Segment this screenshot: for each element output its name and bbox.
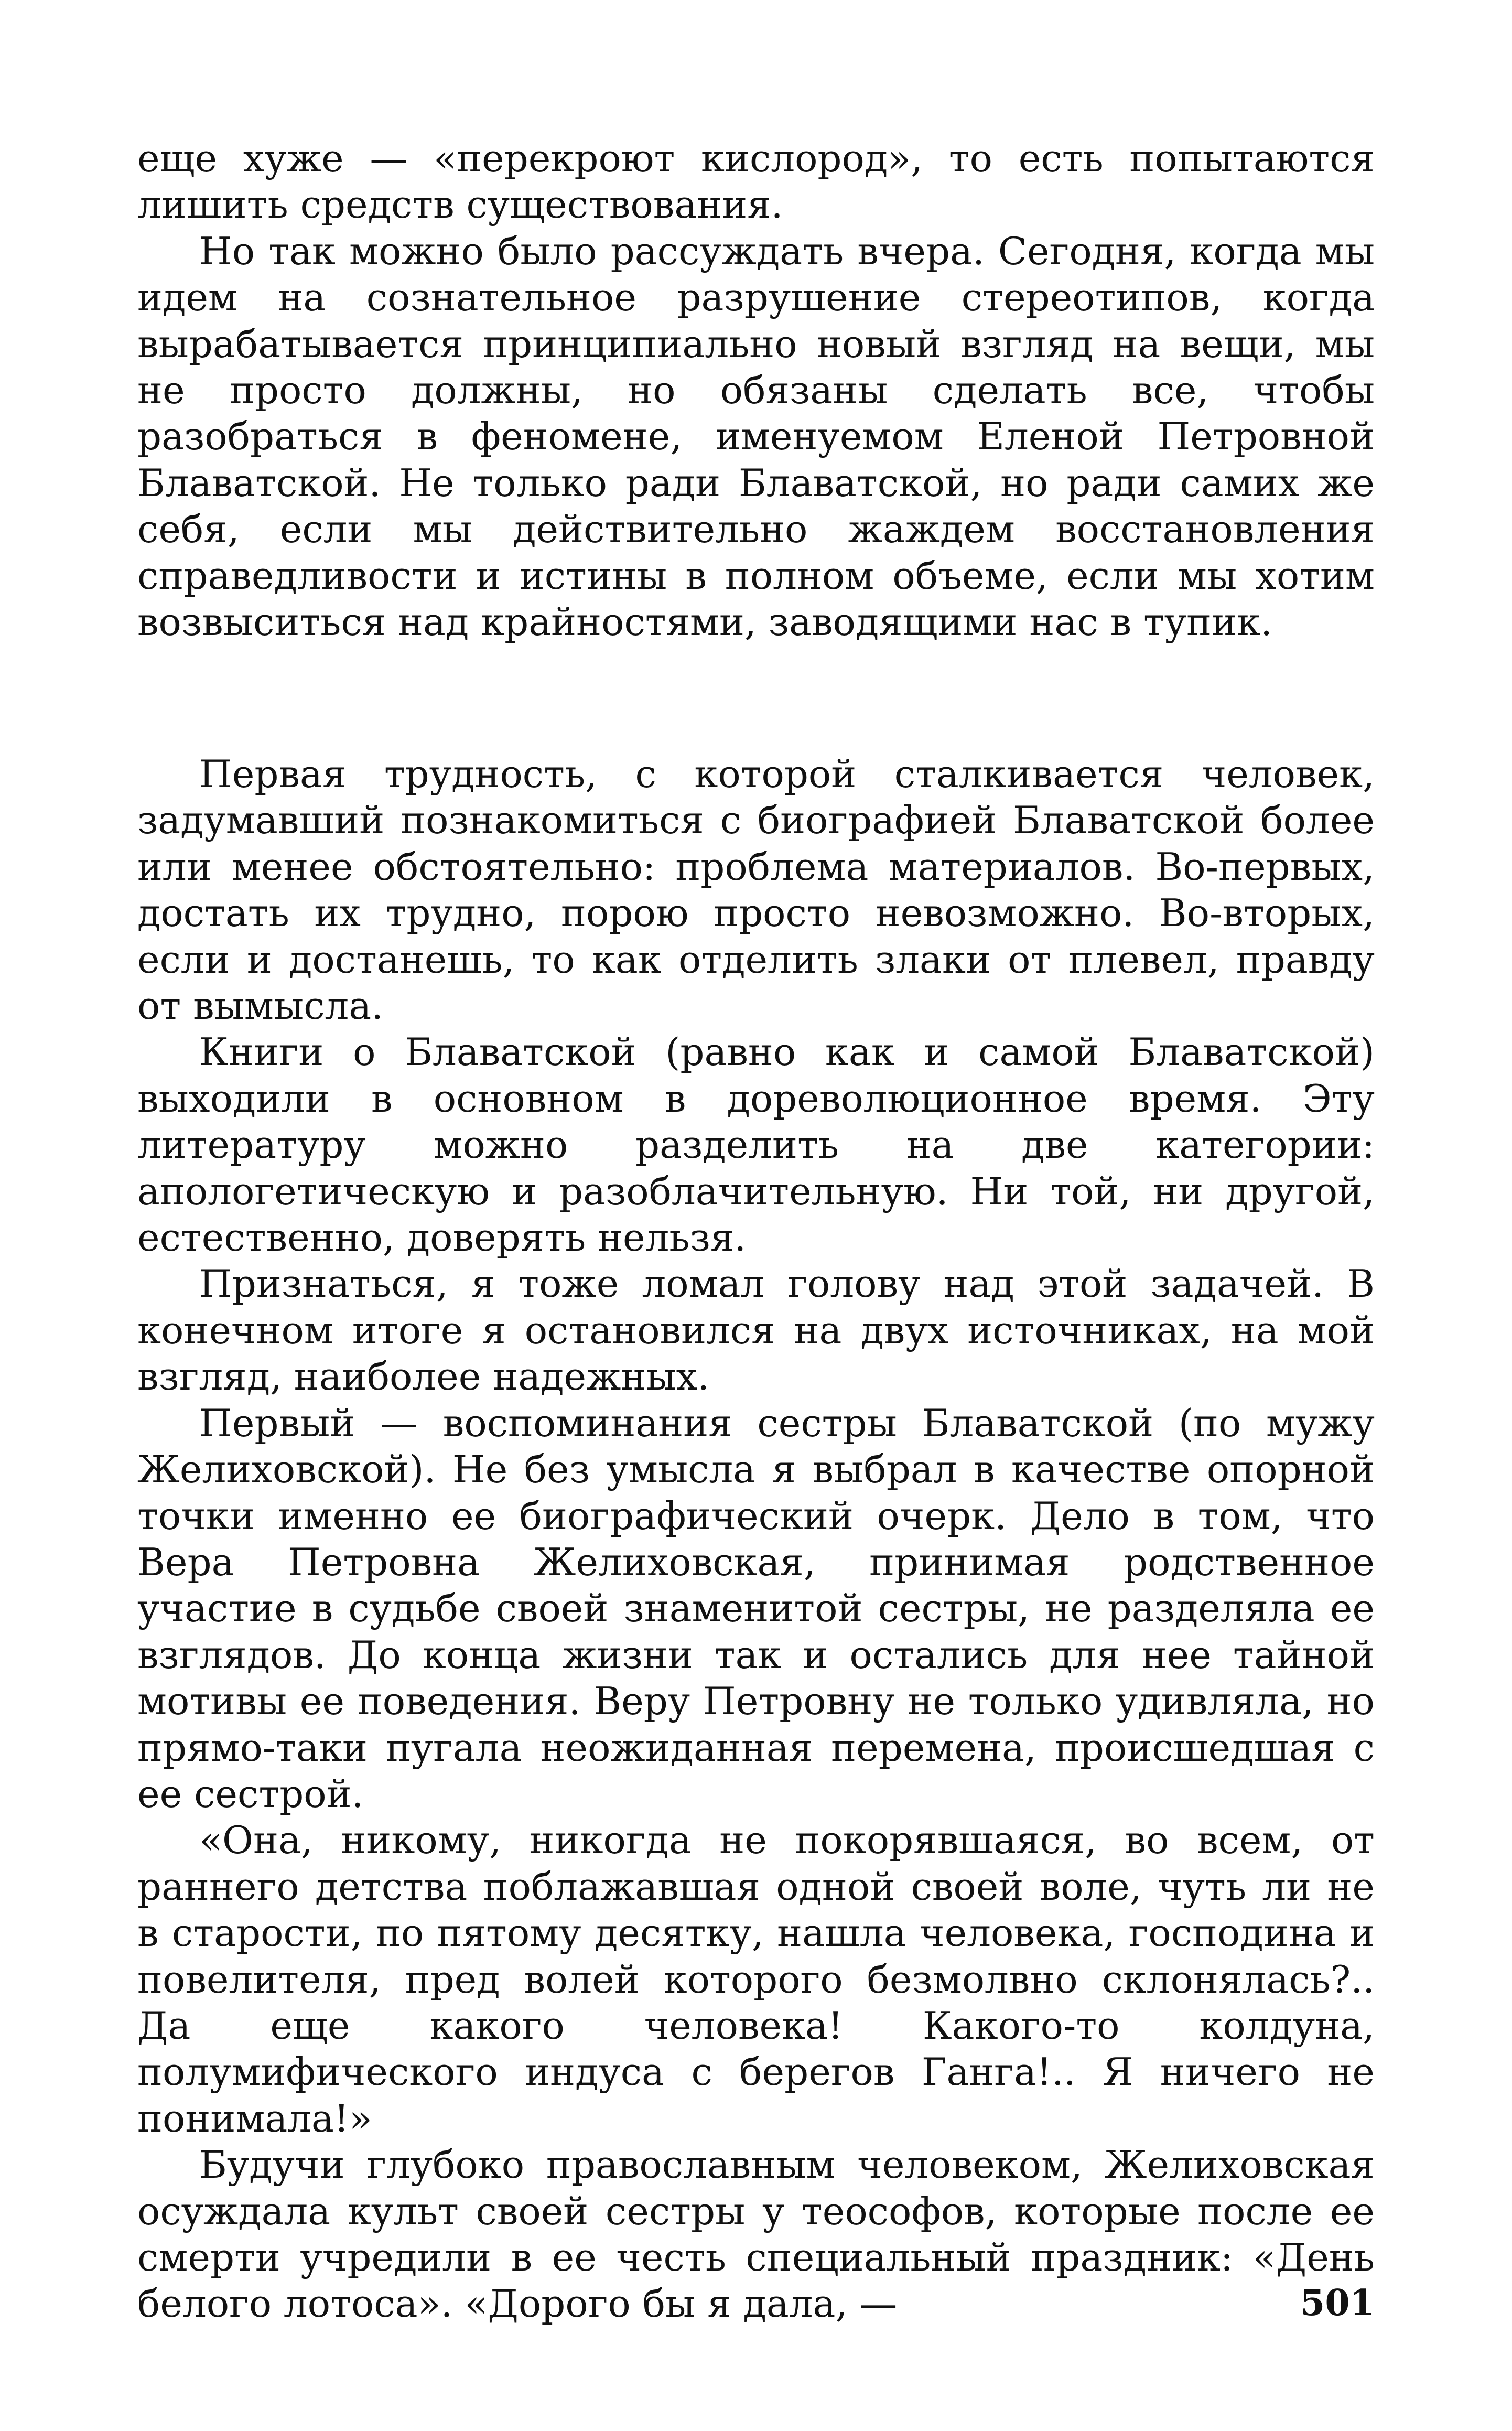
paragraph: Но так можно было рассуждать вчера. Сегодня, когда мы идем на сознательное разрушение стереотипов, когда вырабатывается принципиально новый взгляд на вещи, мы не просто должны, но обязаны сделать все, чтобы разобраться в феномене, именуемом Еленой Петровной Блаватской. Не только ради Блаватской, но ради самих же себя, если мы действительно жаждем восстановления справедливости и истины в полном объеме, если мы хотим возвыситься над крайностями, заводящими нас в тупик. — [137, 229, 1375, 644]
paragraph: Признаться, я тоже ломал голову над этой задачей. В конечном итоге я остановился на двух источниках, на мой взгляд, наиболее надежных. — [137, 1262, 1375, 1399]
text-section-1 — [137, 135, 1375, 645]
paragraph: Первый — воспоминания сестры Блаватской (по мужу Желиховской). Не без умысла я выбрал в качестве опорной точки именно ее биографический очерк. Дело в том, что Вера Петровна Желиховская, принимая родственное участие в судьбе своей знаменитой сестры, не разделяла ее взглядов. До конца жизни так и остались для нее тайной мотивы ее поведения. Веру Петровну не только удивляла, но прямо-таки пугала неожиданная перемена, происшедшая с ее сестрой. — [137, 1401, 1375, 1816]
paragraph: Будучи глубоко православным человеком, Желиховская осуждала культ своей сестры у теософов, которые после ее смерти учредили в ее честь специальный праздник: «День белого лотоса». «Дорого бы я дала, — — [137, 2143, 1375, 2326]
text-section-2 — [137, 751, 1375, 2327]
page-number: 501 — [1300, 2282, 1375, 2324]
paragraph-continuation: еще хуже — «перекроют кислород», то есть попытаются лишить средств существования. — [137, 136, 1375, 227]
paragraph: «Она, никому, никогда не покорявшаяся, во всем, от раннего детства поблажавшая одной своей воле, чуть ли не в старости, по пятому десятку, нашла человека, господина и повелителя, пред волей которого безмолвно склонялась?.. Да еще какого человека! Какого-то колдуна, полумифического индуса с берегов Ганга!.. Я ничего не понимала!» — [137, 1818, 1375, 2140]
paragraph: Первая трудность, с которой сталкивается человек, задумавший познакомиться с биографией Блаватской более или менее обстоятельно: проблема материалов. Во-первых, достать их трудно, порою просто невозможно. Во-вторых, если и достанешь, то как отделить злаки от плевел, правду от вымысла. — [137, 752, 1375, 1028]
paragraph: Книги о Блаватской (равно как и самой Блаватской) выходили в основном в дореволюционное время. Эту литературу можно разделить на две категории: апологетическую и разоблачительную. Ни той, ни другой, естественно, доверять нельзя. — [137, 1030, 1375, 1260]
